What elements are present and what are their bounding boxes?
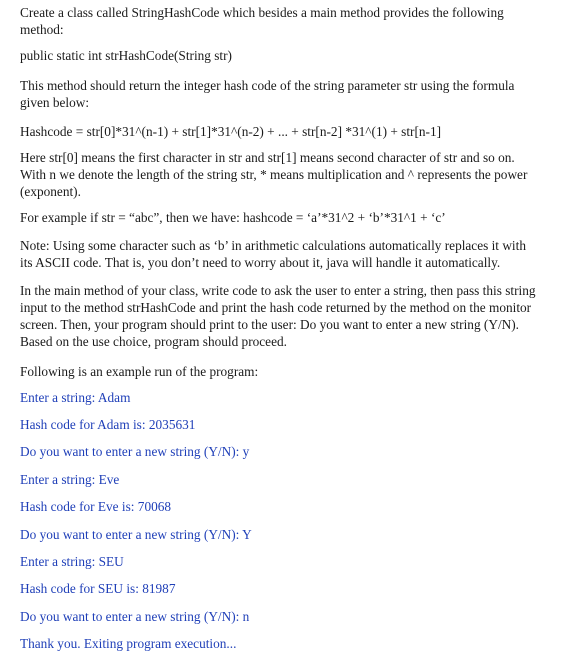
run-line: Hash code for Eve is: 70068: [20, 499, 172, 514]
run-line: Enter a string: Adam: [20, 390, 131, 405]
hash-formula: Hashcode = str[0]*31^(n-1) + str[1]*31^(n-2) + ... + str[n-2] *31^(1) + str[n-1]: [20, 124, 442, 139]
main-description-line-2: input to the method strHashCode and print the hash code returned by the method on the monitor: [20, 300, 532, 315]
example-line: For example if str = “abc”, then we have: hashcode = ‘a’*31^2 + ‘b’*31^1 + ‘c’: [20, 210, 446, 225]
run-intro: Following is an example run of the program:: [20, 364, 259, 379]
note-line-2: its ASCII code. That is, you don’t need to worry about it, java will handle it automatically.: [20, 255, 501, 270]
run-line: Do you want to enter a new string (Y/N): y: [20, 444, 250, 459]
explanation-line-1: Here str[0] means the first character in str and str[1] means second character of str and so on.: [20, 150, 515, 165]
run-line: Enter a string: SEU: [20, 554, 124, 569]
run-line: Do you want to enter a new string (Y/N): Y: [20, 527, 252, 542]
main-description-line-3: screen. Then, your program should print to the user: Do you want to enter a new string (Y/N).: [20, 317, 520, 332]
note-line-1: Note: Using some character such as ‘b’ in arithmetic calculations automatically replaces it with: [20, 238, 526, 253]
run-line: Hash code for Adam is: 2035631: [20, 417, 196, 432]
main-description-line-1: In the main method of your class, write code to ask the user to enter a string, then pass this string: [20, 283, 536, 298]
explanation-line-2: With n we denote the length of the string str, * means multiplication and ^ represents the power: [20, 167, 528, 182]
intro-line-2: method:: [20, 22, 64, 37]
run-line: Enter a string: Eve: [20, 472, 120, 487]
main-description-line-4: Based on the use choice, program should proceed.: [20, 334, 287, 349]
explanation-line-3: (exponent).: [20, 184, 81, 199]
description-line-2: given below:: [20, 95, 90, 110]
intro-line-1: Create a class called StringHashCode which besides a main method provides the following: [20, 5, 504, 20]
run-line: Thank you. Exiting program execution...: [20, 636, 237, 651]
run-line: Do you want to enter a new string (Y/N): n: [20, 609, 250, 624]
method-signature: public static int strHashCode(String str): [20, 48, 232, 63]
description-line-1: This method should return the integer hash code of the string parameter str using the formula: [20, 78, 515, 93]
run-line: Hash code for SEU is: 81987: [20, 581, 176, 596]
